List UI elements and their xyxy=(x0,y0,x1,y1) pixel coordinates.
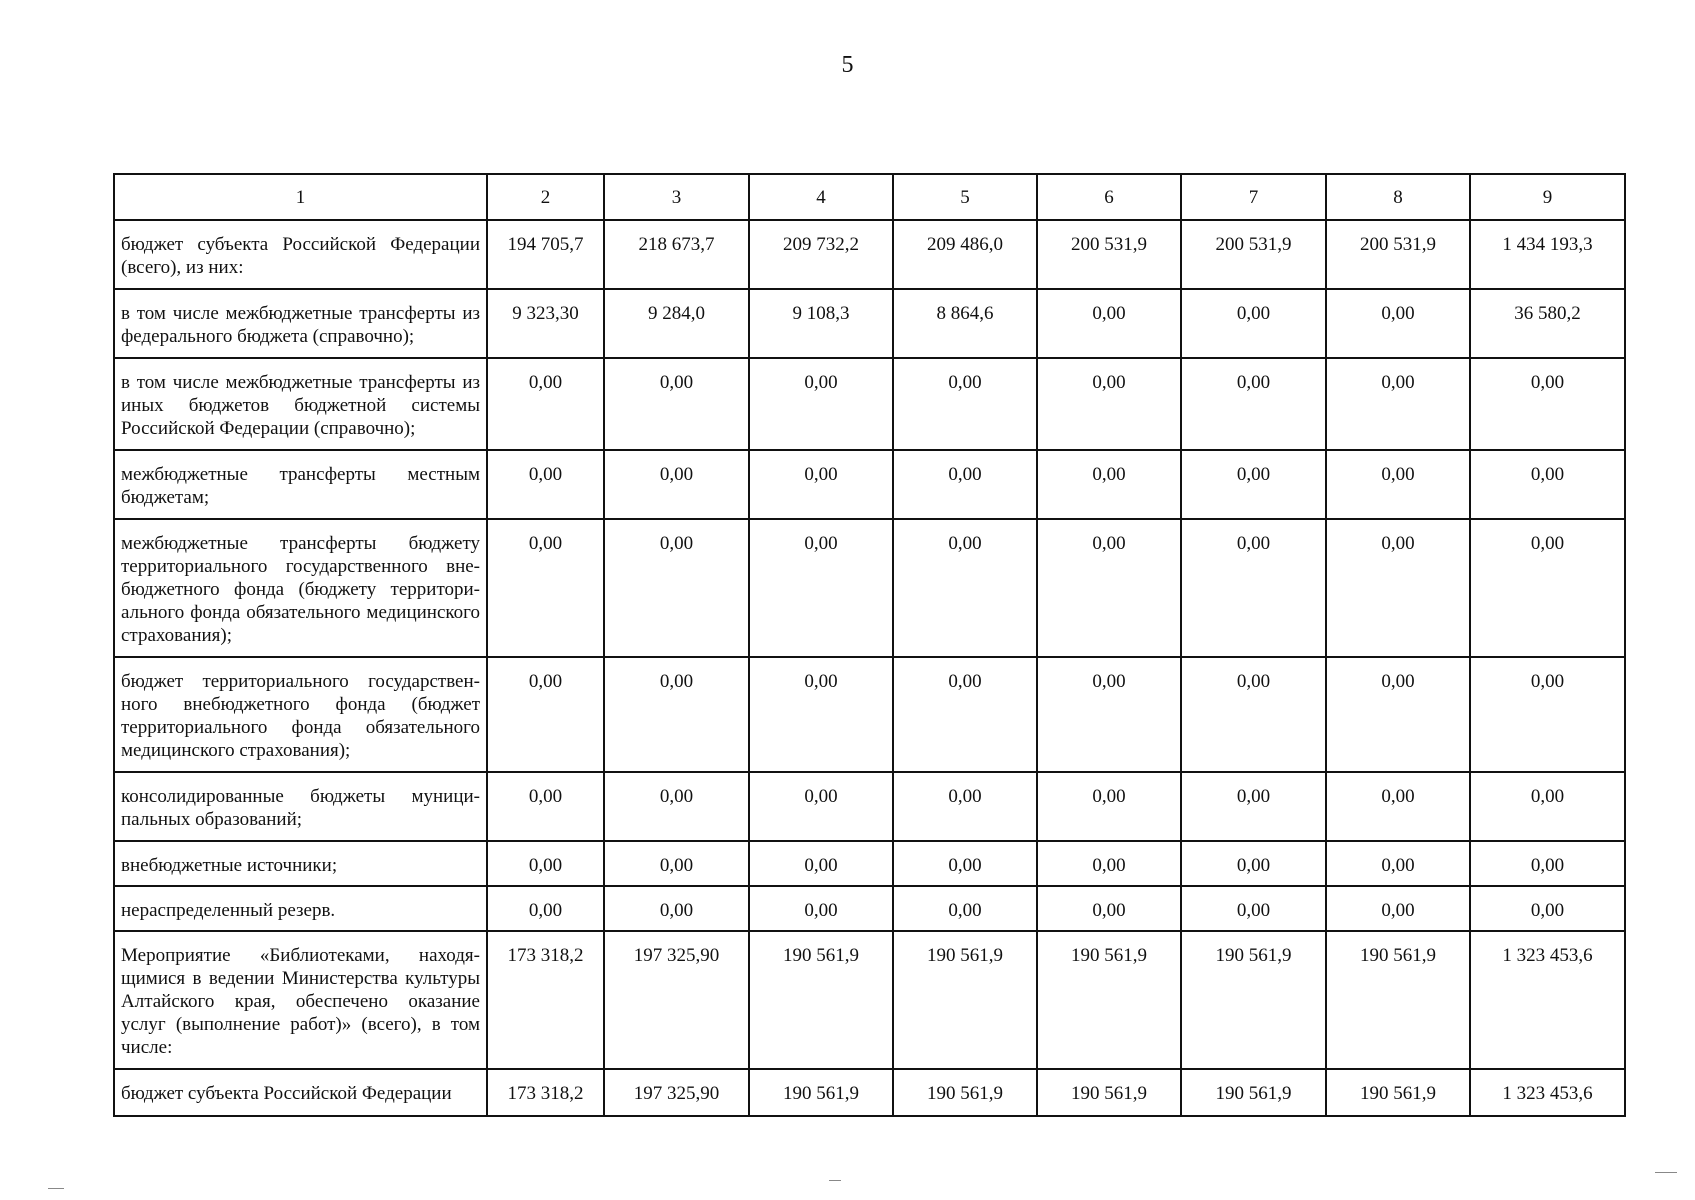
column-header: 8 xyxy=(1326,174,1470,220)
value-cell: 190 561,9 xyxy=(1181,1069,1326,1116)
value-cell: 190 561,9 xyxy=(1037,931,1181,1069)
value-cell: 0,00 xyxy=(1326,289,1470,358)
table-row xyxy=(114,358,1625,450)
scan-artifact xyxy=(48,1188,64,1189)
column-header: 5 xyxy=(893,174,1037,220)
value-cell: 0,00 xyxy=(893,657,1037,772)
value-cell: 0,00 xyxy=(604,450,749,519)
value-cell: 209 486,0 xyxy=(893,220,1037,289)
value-cell: 194 705,7 xyxy=(487,220,604,289)
value-cell: 190 561,9 xyxy=(1326,1069,1470,1116)
row-label: консолидированные бюджеты муниципальных образований; xyxy=(114,772,487,841)
row-label: межбюджетные трансферты местным бюджетам; xyxy=(114,450,487,519)
value-cell: 200 531,9 xyxy=(1181,220,1326,289)
value-cell: 0,00 xyxy=(487,841,604,886)
value-cell: 0,00 xyxy=(1470,519,1625,657)
value-cell: 0,00 xyxy=(1037,886,1181,931)
value-cell: 0,00 xyxy=(1037,289,1181,358)
value-cell: 0,00 xyxy=(604,358,749,450)
value-cell: 0,00 xyxy=(1181,289,1326,358)
value-cell: 0,00 xyxy=(487,772,604,841)
table-row xyxy=(114,220,1625,289)
column-header: 9 xyxy=(1470,174,1625,220)
value-cell: 0,00 xyxy=(1326,657,1470,772)
value-cell: 8 864,6 xyxy=(893,289,1037,358)
value-cell: 0,00 xyxy=(604,657,749,772)
value-cell: 0,00 xyxy=(749,841,893,886)
value-cell: 173 318,2 xyxy=(487,931,604,1069)
value-cell: 173 318,2 xyxy=(487,1069,604,1116)
row-label: Мероприятие «Библиотеками, находящимися в ведении Министерства культуры Алтайского края, обеспечено оказание услуг (выполнение работ)» (всего), в том числе: xyxy=(114,931,487,1069)
column-header: 4 xyxy=(749,174,893,220)
value-cell: 190 561,9 xyxy=(1326,931,1470,1069)
row-label: в том числе межбюджетные трансферты из федерального бюджета (справочно); xyxy=(114,289,487,358)
value-cell: 0,00 xyxy=(893,358,1037,450)
value-cell: 218 673,7 xyxy=(604,220,749,289)
page-number: 5 xyxy=(841,52,854,78)
value-cell: 0,00 xyxy=(1326,358,1470,450)
table-row xyxy=(114,657,1625,772)
value-cell: 200 531,9 xyxy=(1326,220,1470,289)
value-cell: 0,00 xyxy=(1037,772,1181,841)
value-cell: 0,00 xyxy=(1181,450,1326,519)
value-cell: 0,00 xyxy=(1326,886,1470,931)
row-label: нераспределенный резерв. xyxy=(114,886,487,931)
value-cell: 0,00 xyxy=(1470,772,1625,841)
row-label: в том числе межбюджетные трансферты из иных бюджетов бюджетной системы Российской Федерации (справочно); xyxy=(114,358,487,450)
value-cell: 0,00 xyxy=(749,772,893,841)
value-cell: 0,00 xyxy=(749,519,893,657)
value-cell: 1 434 193,3 xyxy=(1470,220,1625,289)
value-cell: 0,00 xyxy=(893,519,1037,657)
value-cell: 0,00 xyxy=(487,450,604,519)
value-cell: 0,00 xyxy=(604,772,749,841)
table-row xyxy=(114,1069,1625,1116)
value-cell: 209 732,2 xyxy=(749,220,893,289)
value-cell: 0,00 xyxy=(749,450,893,519)
value-cell: 0,00 xyxy=(893,772,1037,841)
value-cell: 0,00 xyxy=(1037,841,1181,886)
value-cell: 0,00 xyxy=(893,886,1037,931)
column-header: 2 xyxy=(487,174,604,220)
table-row xyxy=(114,841,1625,886)
value-cell: 0,00 xyxy=(1037,358,1181,450)
value-cell: 36 580,2 xyxy=(1470,289,1625,358)
row-label: бюджет субъекта Российской Федерации (всего), из них: xyxy=(114,220,487,289)
value-cell: 0,00 xyxy=(1470,657,1625,772)
value-cell: 0,00 xyxy=(1181,886,1326,931)
value-cell: 190 561,9 xyxy=(1037,1069,1181,1116)
value-cell: 0,00 xyxy=(487,886,604,931)
value-cell: 197 325,90 xyxy=(604,931,749,1069)
value-cell: 0,00 xyxy=(1470,841,1625,886)
value-cell: 190 561,9 xyxy=(893,931,1037,1069)
value-cell: 197 325,90 xyxy=(604,1069,749,1116)
table-body xyxy=(114,220,1625,1116)
value-cell: 0,00 xyxy=(749,657,893,772)
table-row xyxy=(114,289,1625,358)
value-cell: 9 323,30 xyxy=(487,289,604,358)
value-cell: 1 323 453,6 xyxy=(1470,931,1625,1069)
value-cell: 0,00 xyxy=(1181,841,1326,886)
value-cell: 0,00 xyxy=(487,519,604,657)
value-cell: 190 561,9 xyxy=(749,931,893,1069)
value-cell: 1 323 453,6 xyxy=(1470,1069,1625,1116)
value-cell: 0,00 xyxy=(1470,358,1625,450)
scan-artifact xyxy=(829,1180,841,1181)
value-cell: 0,00 xyxy=(1037,519,1181,657)
column-header: 6 xyxy=(1037,174,1181,220)
value-cell: 0,00 xyxy=(604,841,749,886)
value-cell: 0,00 xyxy=(1470,886,1625,931)
value-cell: 0,00 xyxy=(1037,450,1181,519)
value-cell: 0,00 xyxy=(487,657,604,772)
value-cell: 0,00 xyxy=(893,450,1037,519)
value-cell: 0,00 xyxy=(1326,450,1470,519)
value-cell: 0,00 xyxy=(1470,450,1625,519)
value-cell: 0,00 xyxy=(1326,772,1470,841)
row-label: внебюджетные источники; xyxy=(114,841,487,886)
table-row xyxy=(114,931,1625,1069)
value-cell: 0,00 xyxy=(604,886,749,931)
table-row xyxy=(114,886,1625,931)
value-cell: 0,00 xyxy=(1326,519,1470,657)
value-cell: 0,00 xyxy=(1181,772,1326,841)
budget-table xyxy=(113,173,1626,1117)
value-cell: 190 561,9 xyxy=(1181,931,1326,1069)
table-row xyxy=(114,772,1625,841)
value-cell: 190 561,9 xyxy=(893,1069,1037,1116)
value-cell: 0,00 xyxy=(749,358,893,450)
column-header: 7 xyxy=(1181,174,1326,220)
value-cell: 0,00 xyxy=(1181,358,1326,450)
row-label: бюджет субъекта Российской Федерации xyxy=(114,1069,487,1116)
column-header: 3 xyxy=(604,174,749,220)
value-cell: 0,00 xyxy=(1181,519,1326,657)
scan-artifact xyxy=(1655,1172,1677,1173)
value-cell: 9 284,0 xyxy=(604,289,749,358)
table-row xyxy=(114,450,1625,519)
value-cell: 0,00 xyxy=(1181,657,1326,772)
column-header: 1 xyxy=(114,174,487,220)
value-cell: 0,00 xyxy=(487,358,604,450)
value-cell: 0,00 xyxy=(893,841,1037,886)
value-cell: 200 531,9 xyxy=(1037,220,1181,289)
header-row xyxy=(114,174,1625,220)
value-cell: 0,00 xyxy=(604,519,749,657)
row-label: бюджет территориального государственного внебюджетного фонда (бюджет территориального фонда обязательного медицинского страхования); xyxy=(114,657,487,772)
value-cell: 0,00 xyxy=(749,886,893,931)
value-cell: 190 561,9 xyxy=(749,1069,893,1116)
value-cell: 9 108,3 xyxy=(749,289,893,358)
value-cell: 0,00 xyxy=(1037,657,1181,772)
table-row xyxy=(114,519,1625,657)
value-cell: 0,00 xyxy=(1326,841,1470,886)
row-label: межбюджетные трансферты бюджету территориального государственного внебюджетного фонда (бюджету территориального фонда обязательного медицинского страхования); xyxy=(114,519,487,657)
